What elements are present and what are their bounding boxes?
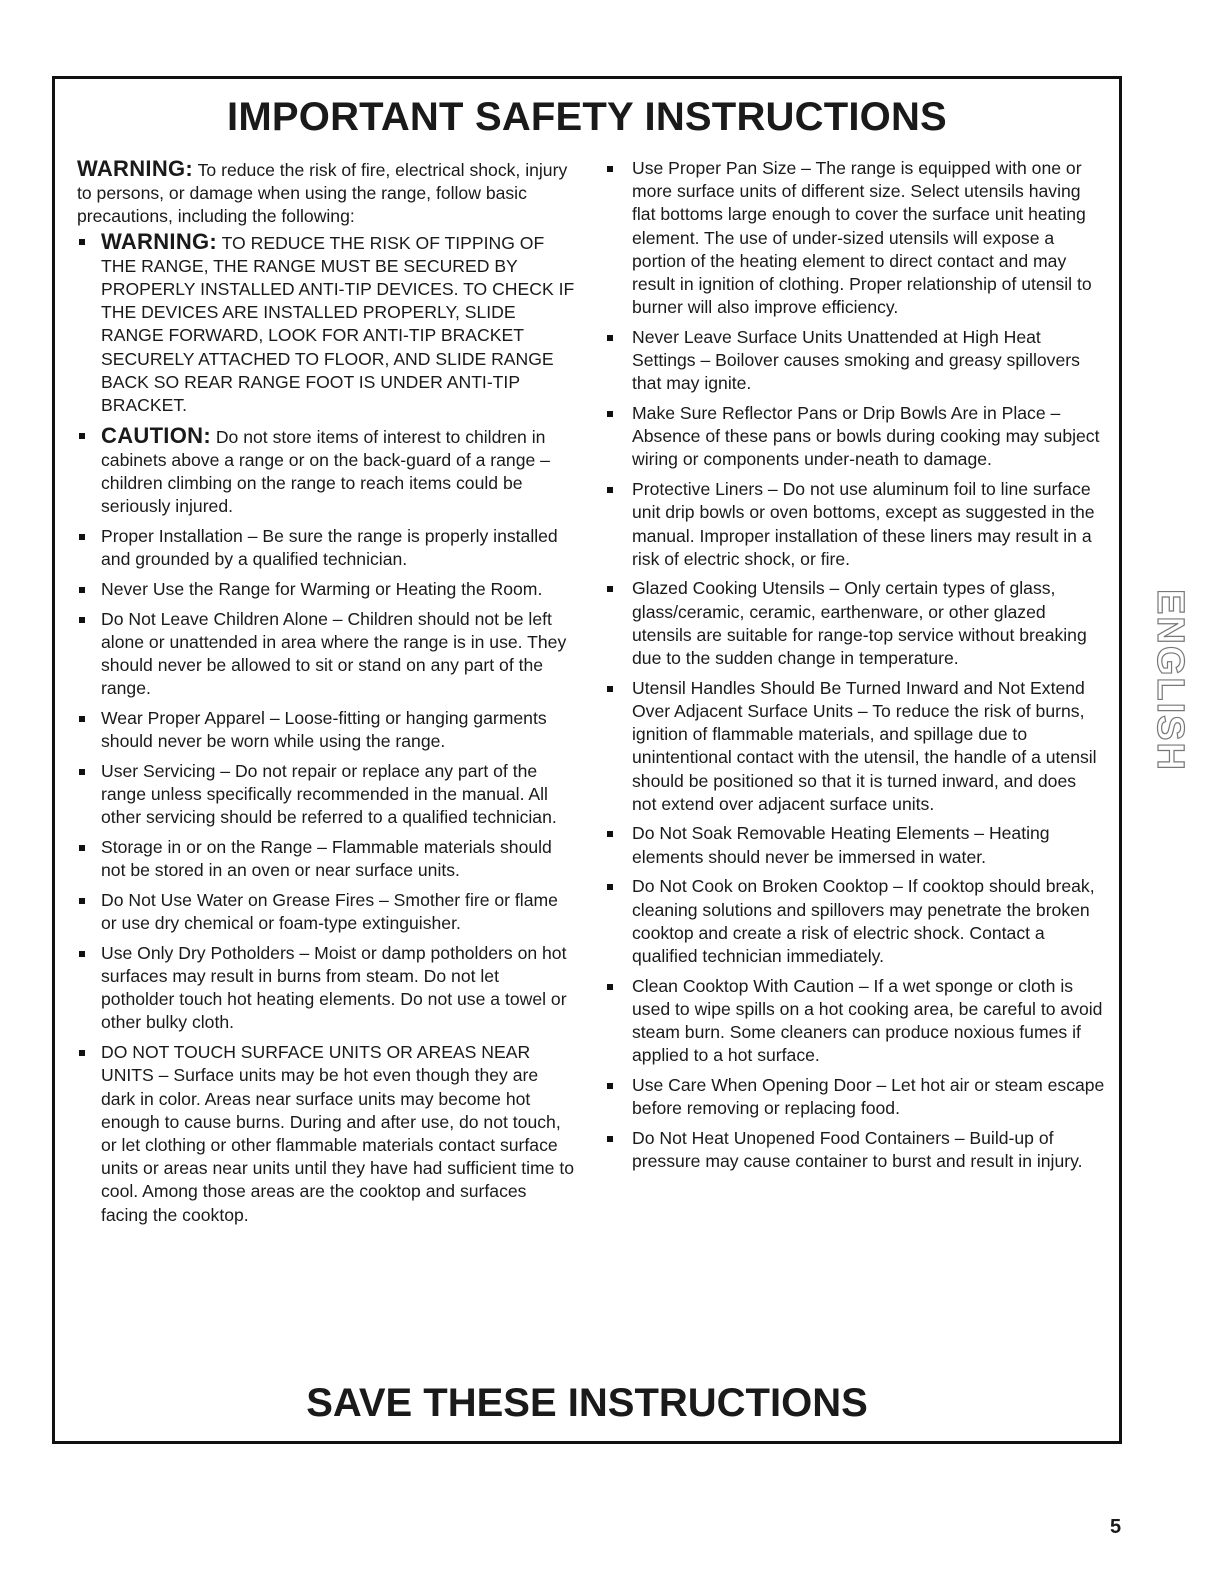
bullet-icon <box>607 686 613 692</box>
item-text: Do Not Soak Removable Heating Elements – Heating elements should never be immersed in water. <box>632 823 1050 867</box>
list-item <box>77 578 577 601</box>
list-item <box>77 942 577 1035</box>
item-text: Never Leave Surface Units Unattended at High Heat Settings – Boilover causes smoking and greasy spillovers that may ignite. <box>632 326 1080 394</box>
bullet-icon <box>79 845 85 851</box>
item-text: Storage in or on the Range – Flammable materials should not be stored in an oven or near surface units. <box>101 836 552 881</box>
list-item <box>605 326 1105 396</box>
item-text: Use Proper Pan Size – The range is equipped with one or more surface units of different size. Select utensils having flat bottoms large enough to cover the surface unit heating element. The use of under-sized utensils will expose a portion of the heating element to direct contact and may result in ignition of clothing. Proper relationship of utensil to burner will also improve efficiency. <box>632 158 1092 318</box>
list-item <box>605 822 1105 868</box>
bullet-icon <box>79 433 85 439</box>
item-text: Do Not Use Water on Grease Fires – Smother fire or flame or use dry chemical or foam-type extinguisher. <box>101 889 558 934</box>
page-title: IMPORTANT SAFETY INSTRUCTIONS <box>227 95 947 139</box>
item-text: Proper Installation – Be sure the range is properly installed and grounded by a qualified technician. <box>101 526 558 570</box>
list-item <box>605 577 1105 670</box>
item-text: Protective Liners – Do not use aluminum foil to line surface unit drip bowls or oven bottoms, except as suggested in the manual. Improper installation of these liners may result in a risk of electric shock, or fire. <box>632 479 1095 569</box>
list-item <box>77 1041 577 1227</box>
bullet-icon <box>79 1050 85 1056</box>
item-text: User Servicing – Do not repair or replace any part of the range unless specifically recommended in the manual. All other servicing should be referred to a qualified technician. <box>101 760 557 828</box>
item-text: Utensil Handles Should Be Turned Inward and Not Extend Over Adjacent Surface Units – To reduce the risk of burns, ignition of flammable materials, and spillage due to unintentional contact with the utensil, the handle of a utensil should be positioned so that it is turned inward, and does not extend over adjacent surface units. <box>632 677 1097 814</box>
item-text: Wear Proper Apparel – Loose-fitting or hanging garments should never be worn while using the range. <box>101 707 547 752</box>
bullet-icon <box>607 586 613 592</box>
bullet-icon <box>79 617 85 623</box>
item-text: Glazed Cooking Utensils – Only certain types of glass, glass/ceramic, ceramic, earthenware, or other glazed utensils are suitable for range-top service without breaking due to the sudden change in temperature. <box>632 578 1087 669</box>
item-text: Do Not Cook on Broken Cooktop – If cooktop should break, cleaning solutions and spillovers may penetrate the broken cooktop and create a risk of electric shock. Contact a qualified technician immediately. <box>632 876 1095 966</box>
item-text: Do Not Leave Children Alone – Children should not be left alone or unattended in area where the range is in use. They should never be allowed to sit or stand on any part of the range. <box>101 608 567 699</box>
left-instruction-list <box>77 230 577 1227</box>
list-item <box>77 608 577 701</box>
item-text: Do not store items of interest to children in cabinets above a range or on the back-guard of a range – children climbing on the range to reach items could be seriously injured. <box>101 426 550 517</box>
bullet-icon <box>607 984 613 990</box>
right-column <box>605 157 1105 1180</box>
right-instruction-list <box>605 157 1105 1173</box>
save-instructions-title: SAVE THESE INSTRUCTIONS <box>306 1381 868 1425</box>
bullet-icon <box>79 239 85 245</box>
item-text: Make Sure Reflector Pans or Drip Bowls Are in Place – Absence of these pans or bowls during cooking may subject wiring or components under-neath to damage. <box>632 403 1100 470</box>
bullet-icon <box>607 884 613 890</box>
list-item <box>605 975 1105 1068</box>
item-text: TO REDUCE THE RISK OF TIPPING OF THE RANGE, THE RANGE MUST BE SECURED BY PROPERLY INSTALLED ANTI-TIP DEVICES. TO CHECK IF THE DEVICES ARE INSTALLED PROPERLY, SLIDE RANGE FORWARD, LOOK FOR ANTI-TIP BRACKET SECURELY ATTACHED TO FLOOR, AND SLIDE RANGE BACK SO REAR RANGE FOOT IS UNDER ANTI-TIP BRACKET. <box>101 232 575 416</box>
bullet-icon <box>79 951 85 957</box>
bullet-icon <box>79 716 85 722</box>
item-text: Use Only Dry Potholders – Moist or damp potholders on hot surfaces may result in burns from steam. Do not let potholder touch hot heating elements. Do not use a towel or other bulky cloth. <box>101 942 567 1033</box>
item-keyword: WARNING: <box>101 228 218 254</box>
bullet-icon <box>607 831 613 837</box>
item-text: Clean Cooktop With Caution – If a wet sponge or cloth is used to wipe spills on a hot cooking area, be careful to avoid steam burn. Some cleaners can produce noxious fumes if applied to a hot surface. <box>632 975 1103 1066</box>
item-text: Do Not Heat Unopened Food Containers – Build-up of pressure may cause container to burst and result in injury. <box>632 1127 1083 1172</box>
intro-warning <box>77 157 577 229</box>
list-item <box>605 1074 1105 1120</box>
left-column <box>77 157 577 1233</box>
bullet-icon <box>607 411 613 417</box>
bullet-icon <box>607 1083 613 1089</box>
intro-keyword: WARNING: <box>77 156 194 181</box>
bullet-icon <box>607 166 613 172</box>
list-item <box>605 677 1105 816</box>
item-keyword: CAUTION: <box>101 422 211 448</box>
list-item <box>605 157 1105 319</box>
bullet-icon <box>607 487 613 493</box>
bullet-icon <box>79 587 85 593</box>
language-tab-label: ENGLISH <box>1148 588 1191 772</box>
intro-text: To reduce the risk of fire, electrical shock, injury to persons, or damage when using the range, follow basic precautions, including the following: <box>77 160 568 227</box>
list-item <box>605 478 1105 571</box>
list-item <box>77 836 577 882</box>
list-item <box>605 1127 1105 1173</box>
list-item <box>77 760 577 830</box>
item-text: DO NOT TOUCH SURFACE UNITS OR AREAS NEAR UNITS – Surface units may be hot even though they are dark in color. Areas near surface units may become hot enough to cause burns. During and after use, do not touch, or let clothing or other flammable materials contact surface units or areas near units until they have had sufficient time to cool. Among those areas are the cooktop and surfaces facing the cooktop. <box>101 1042 575 1225</box>
bullet-icon <box>607 1136 613 1142</box>
list-item <box>605 402 1105 472</box>
bullet-icon <box>79 898 85 904</box>
list-item <box>605 875 1105 968</box>
list-item <box>77 707 577 753</box>
bullet-icon <box>79 769 85 775</box>
list-item <box>77 525 577 571</box>
list-item <box>77 424 577 519</box>
safety-instructions-box <box>52 76 1122 1444</box>
list-item <box>77 889 577 935</box>
item-text: Use Care When Opening Door – Let hot air or steam escape before removing or replacing food. <box>632 1075 1105 1119</box>
item-text: Never Use the Range for Warming or Heating the Room. <box>101 578 543 599</box>
bullet-icon <box>79 534 85 540</box>
page-number: 5 <box>1110 1516 1122 1538</box>
list-item <box>77 230 577 418</box>
language-tab <box>1148 560 1191 800</box>
bullet-icon <box>607 335 613 341</box>
